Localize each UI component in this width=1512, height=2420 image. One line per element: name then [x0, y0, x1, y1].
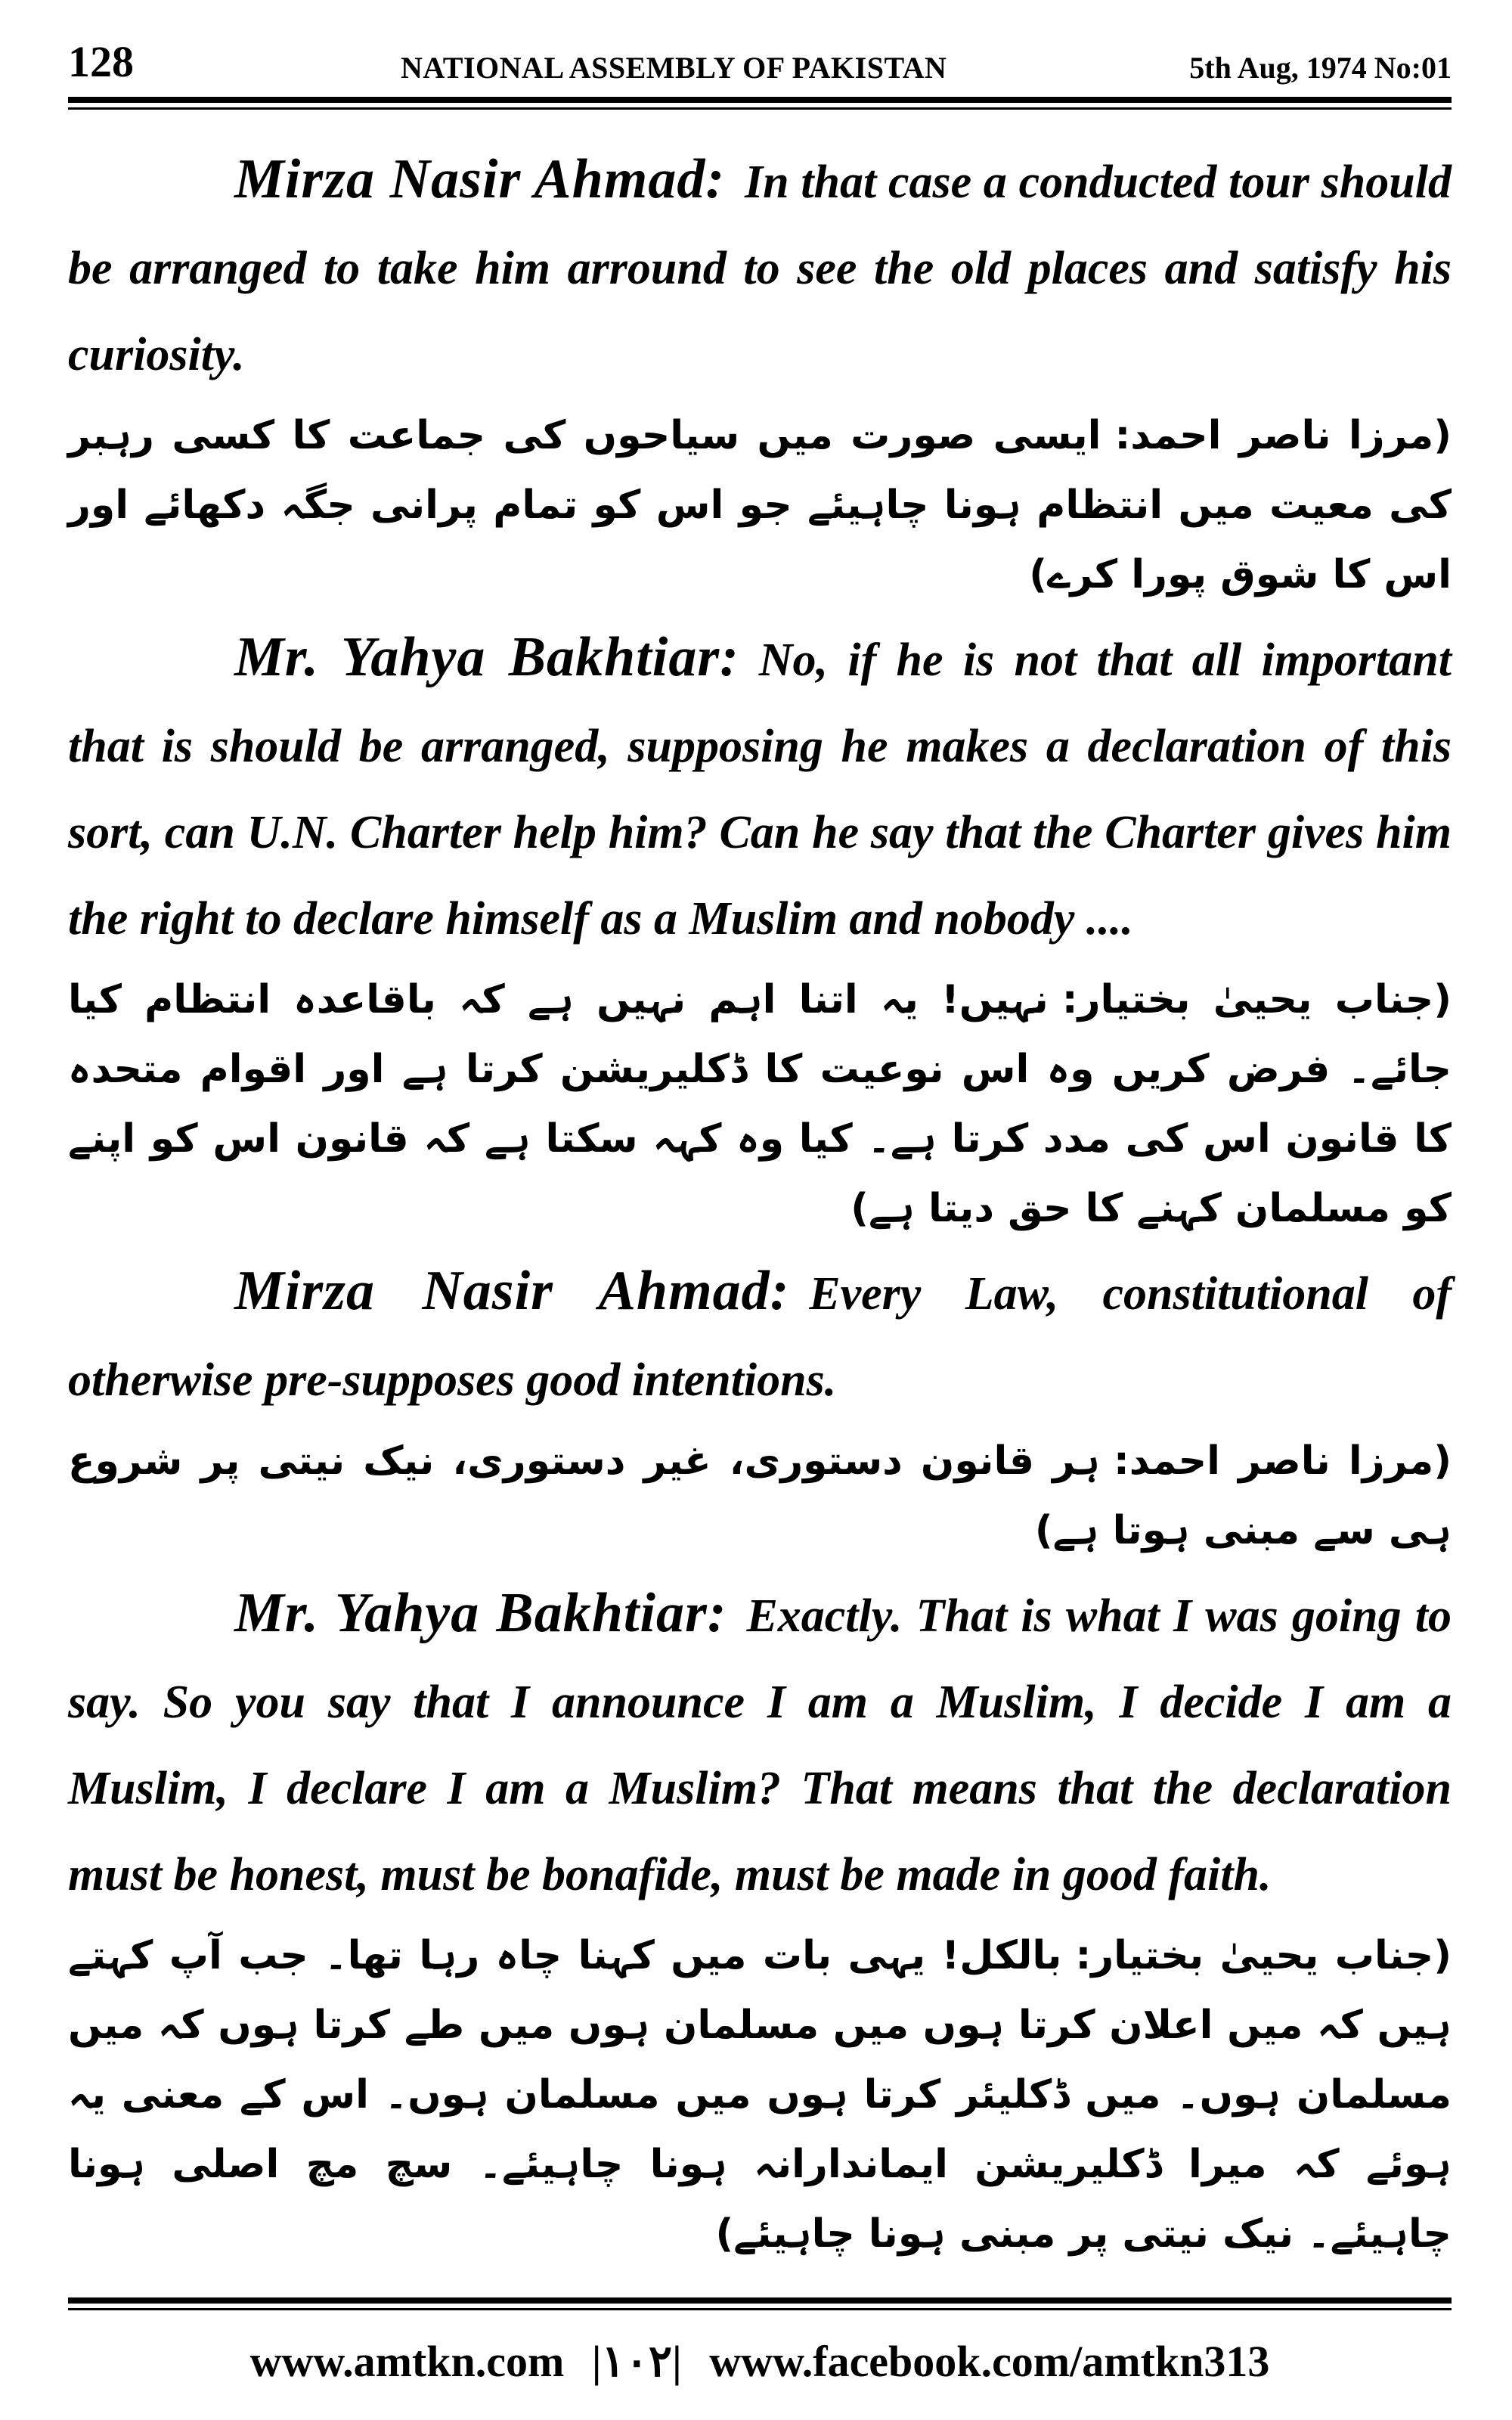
page-number: 128 [68, 37, 134, 86]
urdu-text: ہر قانون دستوری، غیر دستوری، نیک نیتی پر شروع ہی سے مبنی ہوتا ہے) [68, 1438, 1452, 1553]
english-passage [68, 136, 1452, 398]
english-passage [68, 1570, 1452, 1918]
speaker-name: Mr. Yahya Bakhtiar: [234, 626, 739, 688]
urdu-speaker-name: (جناب یحییٰ بختیار: [1075, 1933, 1452, 1978]
header-date: 5th Aug, 1974 No:01 [1189, 51, 1452, 85]
english-passage [68, 1248, 1452, 1423]
footer-rule-thick [68, 2297, 1452, 2304]
footer-page-label: |۱۰۲| [591, 2337, 682, 2386]
document-page [68, 30, 1452, 2390]
urdu-text: ایسی صورت میں سیاحوں کی جماعت کا کسی رہبر کی معیت میں انتظام ہونا چاہیئے جو اس کو تمام پرانی جگہ دکھائے اور اس کا شوق پورا کرے) [68, 413, 1452, 597]
urdu-speaker-name: (مرزا ناصر احمد: [1114, 413, 1452, 458]
header-title: NATIONAL ASSEMBLY OF PAKISTAN [401, 51, 947, 85]
english-passage [68, 614, 1452, 962]
urdu-speaker-name: (جناب یحییٰ بختیار: [1061, 977, 1452, 1022]
speaker-name: Mirza Nasir Ahmad: [234, 148, 725, 210]
header-rule-thin [68, 107, 1452, 110]
urdu-translation [68, 1426, 1452, 1565]
passage-text: No, if he is not that all important that is should be arranged, supposing he makes a declaration of this sort, can U.N. Charter help him? Can he say that the Charter gives him the right to declare himself as a Muslim and nobody .... [68, 634, 1452, 945]
footer-rule-thin [68, 2308, 1452, 2310]
speaker-name: Mr. Yahya Bakhtiar: [234, 1582, 727, 1644]
urdu-text: نہیں! یہ اتنا اہم نہیں ہے کہ باقاعدہ انتظام کیا جائے۔ فرض کریں وہ اس نوعیت کا ڈکلیریشن کرتا ہے اور اقوام متحدہ کا قانون اس کی مدد کرتا ہے۔ کیا وہ کہہ سکتا ہے کہ قانون اس کو اپنے کو مسلمان کہنے کا حق دیتا ہے) [68, 977, 1452, 1231]
passage-text: In that case a conducted tour should be arranged to take him arround to see the old places and satisfy his curiosity. [68, 157, 1452, 380]
speaker-name: Mirza Nasir Ahmad: [234, 1260, 790, 1322]
urdu-translation [68, 401, 1452, 610]
footer-facebook-link[interactable]: www.facebook.com/amtkn313 [709, 2337, 1270, 2386]
passage-text: Every Law, constitutional of otherwise pre-supposes good intentions. [68, 1268, 1452, 1406]
header-rule-thick [68, 97, 1452, 103]
urdu-translation [68, 1921, 1452, 2269]
urdu-text: بالکل! یہی بات میں کہنا چاہ رہا تھا۔ جب آپ کہتے ہیں کہ میں اعلان کرتا ہوں میں مسلمان ہوں میں طے کرتا ہوں کہ میں مسلمان ہوں۔ میں ڈکلیئر کرتا ہوں میں مسلمان ہوں۔ اس کے معنی یہ ہوئے کہ میرا ڈکلیریشن ایماندارانہ ہونا چاہیئے۔ سچ مچ اصلی ہونا چاہیئے۔ نیک نیتی پر مبنی ہونا چاہیئے) [68, 1933, 1452, 2257]
footer-website-link[interactable]: www.amtkn.com [249, 2337, 565, 2386]
transcript-body [68, 136, 1452, 2273]
page-footer [68, 2314, 1452, 2390]
urdu-speaker-name: (مرزا ناصر احمد: [1113, 1438, 1452, 1484]
passage-text: Exactly. That is what I was going to say. So you say that I announce I am a Muslim, I decide I am a Muslim, I declare I am a Muslim? That means that the declaration must be honest, must be bonafide, must be made in good faith. [68, 1590, 1452, 1900]
page-header [68, 30, 1452, 98]
urdu-translation [68, 965, 1452, 1243]
